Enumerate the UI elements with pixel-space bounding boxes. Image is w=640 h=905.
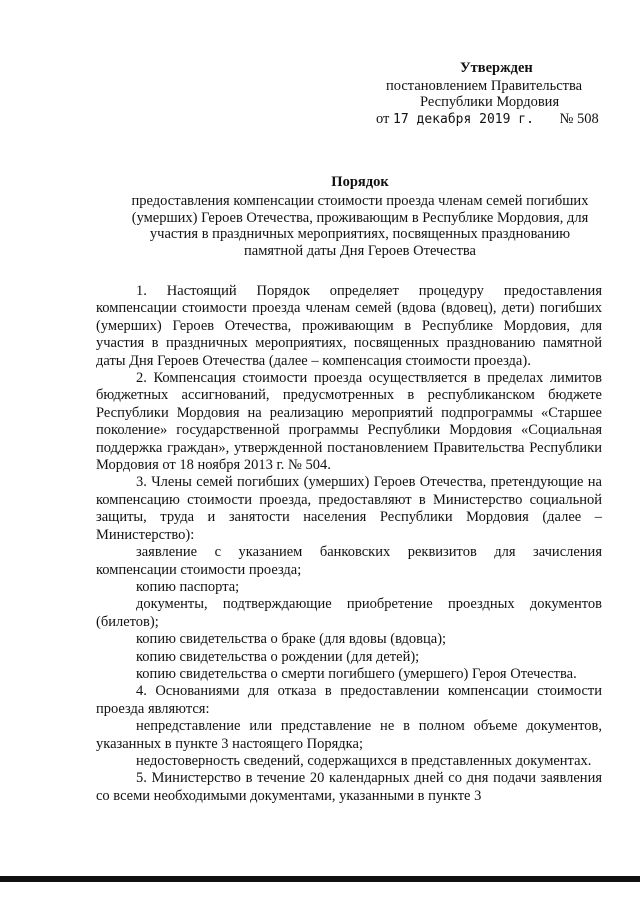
list-item-death: копию свидетельства о смерти погибшего (умершего) Героя Отечества. xyxy=(136,665,577,682)
list-item-unreliable: недостоверность сведений, содержащихся в представленных документах. xyxy=(136,752,592,769)
list-item-birth: копию свидетельства о рождении (для детей); xyxy=(136,648,420,665)
list-item-marriage: копию свидетельства о браке (для вдовы (вдовца); xyxy=(136,631,447,648)
approval-date-line xyxy=(376,111,599,128)
approval-line-government: постановлением Правительства xyxy=(386,78,583,94)
subtitle-line: участия в праздничных мероприятиях, посвященных празднованию xyxy=(149,226,571,242)
paragraph-3: 3. Члены семей погибших (умерших) Героев Отечества, претендующие на компенсацию стоимости проезда, предоставляют в Министерство социальной защиты, труда и занятости населения Республики Мордовия (далее – Министерство): xyxy=(96,474,602,543)
paragraph-4: 4. Основаниями для отказа в предоставлении компенсации стоимости проезда являются: xyxy=(96,683,602,717)
document-title: Порядок xyxy=(331,174,389,190)
paragraph-1: 1. Настоящий Порядок определяет процедуру предоставления компенсации стоимости проезда членам семей (вдова (вдовец), дети) погибших (умерших) Героев Отечества, проживающим в Республике Мордовия, для участия в праздничных мероприятиях, посвященных празднованию памятной даты Дня Героев Отечества (далее – компенсация стоимости проезда). xyxy=(96,283,602,369)
document-subtitle xyxy=(100,193,620,259)
approval-line-republic: Республики Мордовия xyxy=(420,94,560,110)
approval-title: Утвержден xyxy=(460,60,533,76)
approval-date-prefix: от xyxy=(376,111,390,127)
list-item-incomplete: непредставление или представление не в полном объеме документов, указанных в пункте 3 настоящего Порядка; xyxy=(96,718,602,752)
list-item-application: заявление с указанием банковских реквизитов для зачисления компенсации стоимости проезда; xyxy=(96,544,602,578)
subtitle-line: предоставления компенсации стоимости проезда членам семей погибших xyxy=(131,193,589,209)
paragraph-5: 5. Министерство в течение 20 календарных дней со дня подачи заявления со всеми необходимыми документами, указанными в пункте 3 xyxy=(96,770,602,804)
approval-date: 17 декабря 2019 г. xyxy=(393,112,534,127)
paragraph-2: 2. Компенсация стоимости проезда осуществляется в пределах лимитов бюджетных ассигнований, предусмотренных в республиканском бюджете Республики Мордовия на реализацию мероприятий подпрограммы «Старшее поколение» государственной программы Республики Мордовия «Социальная поддержка граждан», утвержденной постановлением Правительства Республики Мордовия от 18 ноября 2013 г. № 504. xyxy=(96,370,602,474)
document-body xyxy=(96,283,602,805)
subtitle-line: (умерших) Героев Отечества, проживающим в Республике Мордовия, для xyxy=(131,209,589,226)
subtitle-line: памятной даты Дня Героев Отечества xyxy=(244,242,476,259)
scan-edge-line xyxy=(0,876,640,882)
approval-number: № 508 xyxy=(559,111,599,127)
list-item-tickets: документы, подтверждающие приобретение проездных документов (билетов); xyxy=(96,596,602,630)
list-item-passport: копию паспорта; xyxy=(136,578,240,595)
